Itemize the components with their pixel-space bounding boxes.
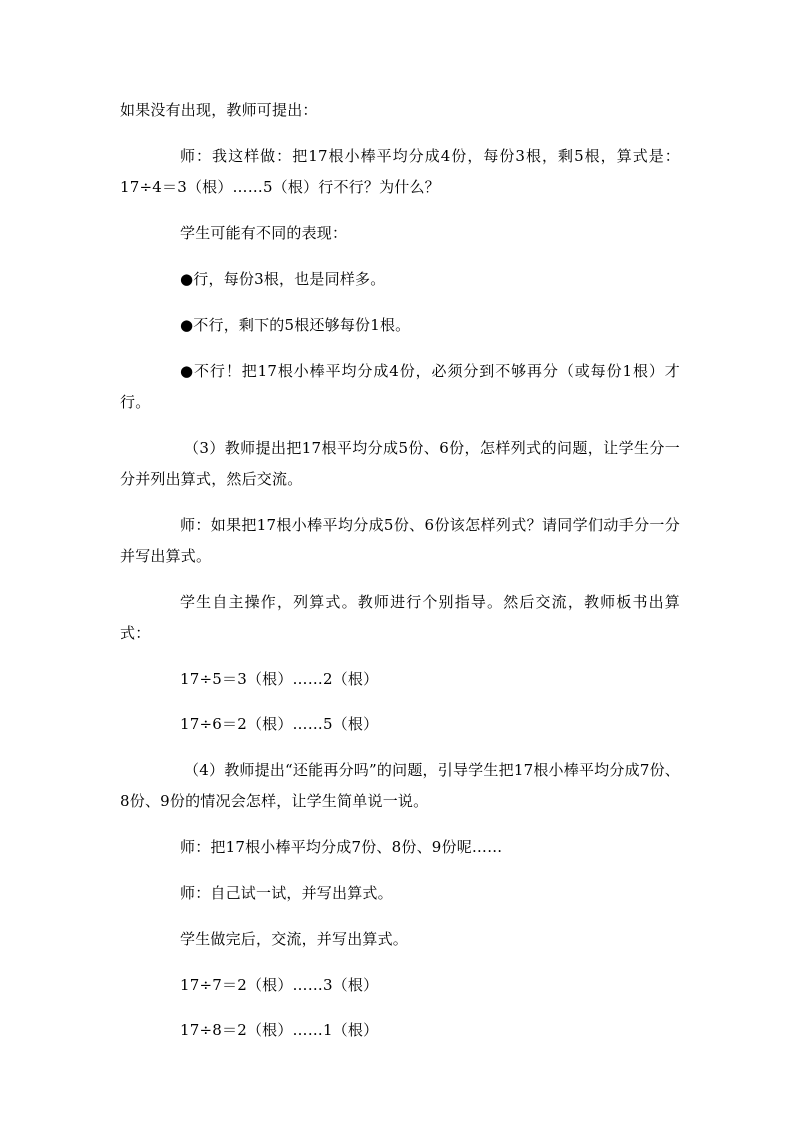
bullet-response-1: ●行，每份3根，也是同样多。	[180, 270, 386, 288]
paragraph-student-responses: 学生可能有不同的表现：	[180, 224, 348, 242]
paragraph-teacher-question: 师：我这样做：把17根小棒平均分成4份，每份3根，剩5根，算式是：17÷4＝3（根）……5（根）行不行？为什么？	[120, 147, 680, 196]
bullet-response-3: ●不行！把17根小棒平均分成4份，必须分到不够再分（或每份1根）才行。	[120, 362, 680, 411]
paragraph-step-4: （4）教师提出“还能再分吗”的问题，引导学生把17根小棒平均分成7份、8份、9份的情况会怎样，让学生简单说一说。	[120, 761, 680, 810]
paragraph-student-operation: 学生自主操作，列算式。教师进行个别指导。然后交流，教师板书出算式：	[120, 593, 680, 642]
paragraph-teacher-7-8-9: 师：把17根小棒平均分成7份、8份、9份呢……	[180, 838, 503, 856]
paragraph-students-finish: 学生做完后，交流，并写出算式。	[180, 930, 409, 948]
paragraph-teacher-try: 师：自己试一试，并写出算式。	[180, 884, 393, 902]
equation-17-div-7: 17÷7＝2（根）……3（根）	[180, 976, 379, 994]
paragraph-teacher-prompt: 师：如果把17根小棒平均分成5份、6份该怎样列式？请同学们动手分一分并写出算式。	[120, 516, 680, 565]
document-body	[120, 95, 680, 1061]
paragraph-intro: 如果没有出现，教师可提出：	[120, 101, 318, 119]
paragraph-step-3: （3）教师提出把17根平均分成5份、6份，怎样列式的问题，让学生分一分并列出算式，然后交流。	[120, 439, 680, 488]
equation-17-div-6: 17÷6＝2（根）……5（根）	[180, 715, 379, 733]
bullet-response-2: ●不行，剩下的5根还够每份1根。	[180, 316, 411, 334]
equation-17-div-8: 17÷8＝2（根）……1（根）	[180, 1021, 379, 1039]
equation-17-div-5: 17÷5＝3（根）……2（根）	[180, 670, 379, 688]
